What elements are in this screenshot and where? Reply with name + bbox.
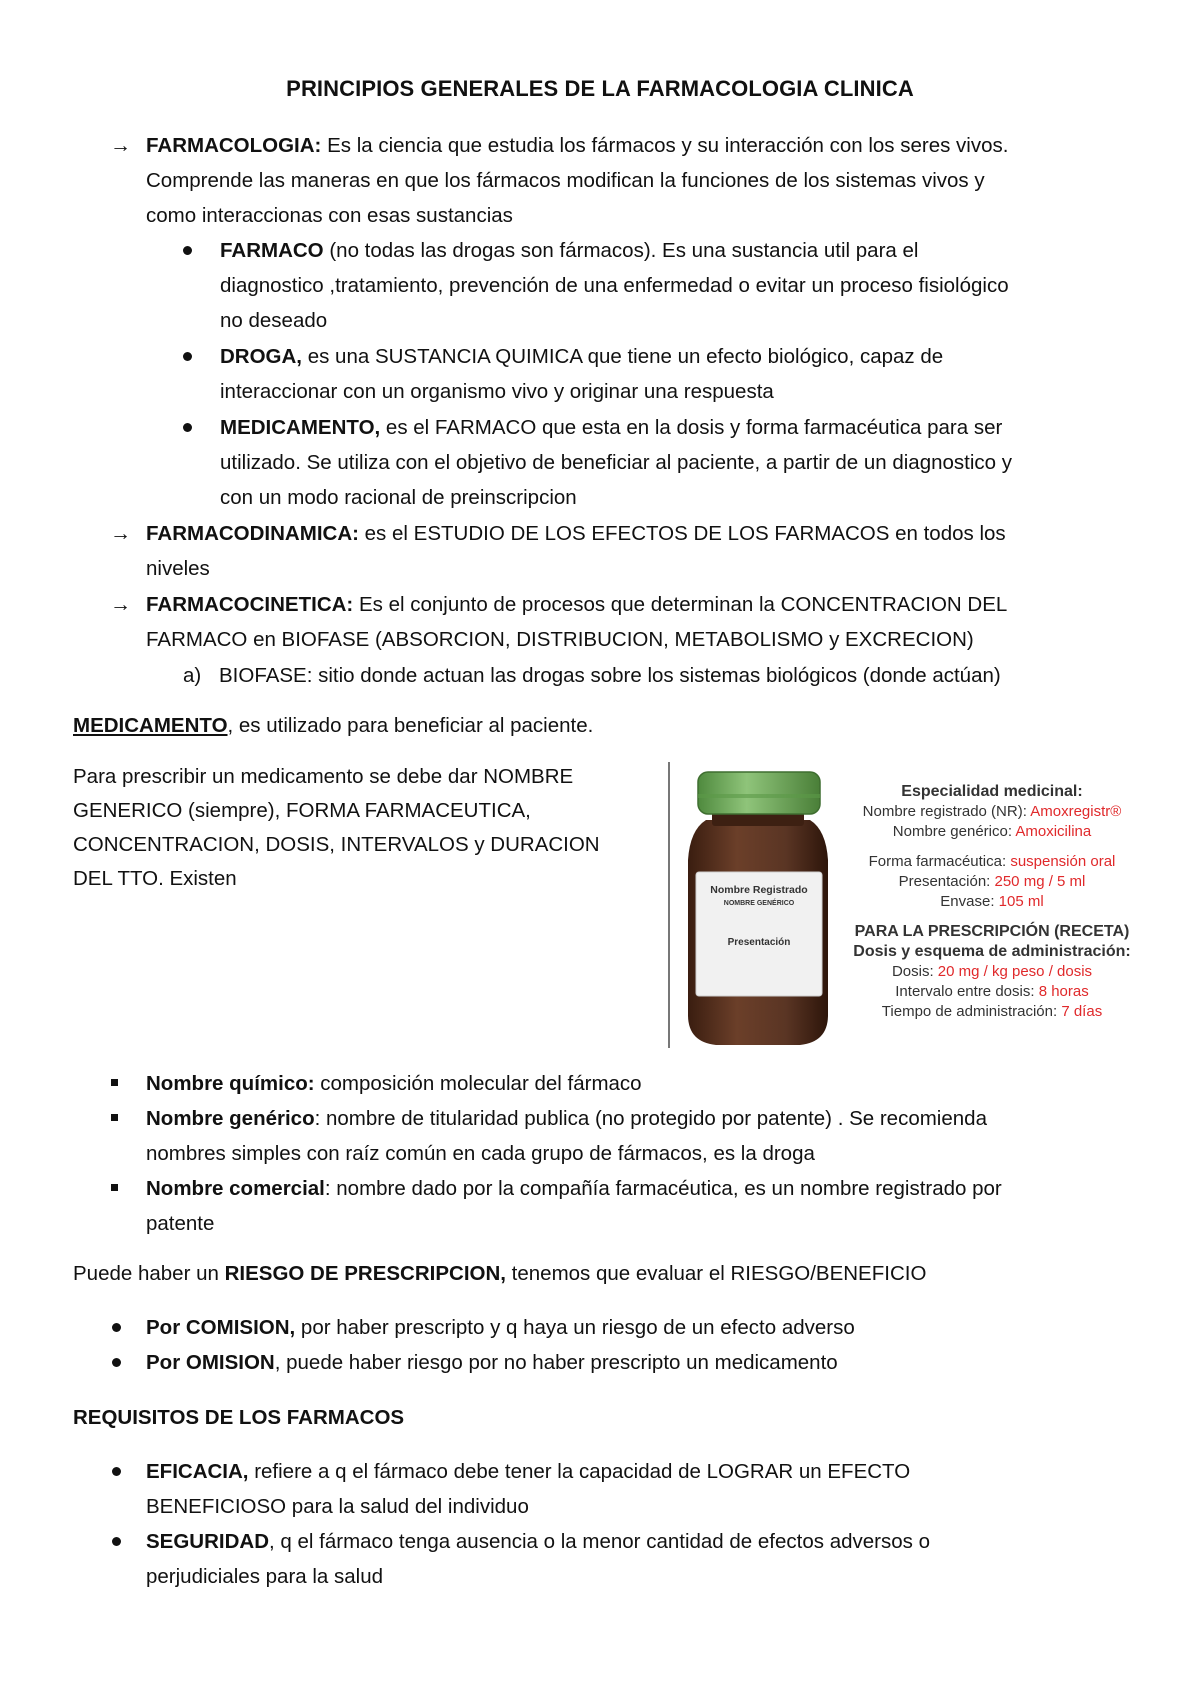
bullet-dot-icon — [183, 352, 192, 361]
omision-text: , puede haber riesgo por no haber prescripto un medicamento — [274, 1351, 838, 1374]
seguridad-line-1: , q el fármaco tenga ausencia o la menor cantidad de efectos adversos o — [269, 1530, 930, 1553]
medicamento-paragraph-text: , es utilizado para beneficiar al paciente. — [227, 714, 594, 737]
square-bullet-icon — [111, 1184, 118, 1191]
farmacocinetica-line-1: Es el conjunto de procesos que determinan la CONCENTRACION DEL — [353, 593, 1008, 616]
dosis-title: Dosis y esquema de administración: — [853, 943, 1131, 960]
jar-label — [696, 872, 822, 996]
square-bullet-icon — [111, 1114, 118, 1121]
riesgo-paragraph — [73, 1256, 1133, 1291]
spec-tiempo: Tiempo de administración: 7 días — [881, 1003, 1103, 1020]
spec-forma-value: suspensión oral — [1010, 853, 1116, 870]
droga-line-1: es una SUSTANCIA QUIMICA que tiene un efecto biológico, capaz de — [302, 345, 944, 368]
farmaco-line-1: (no todas las drogas son fármacos). Es una sustancia util para el — [323, 239, 919, 262]
bullet-dot-icon — [112, 1323, 121, 1332]
spec-generico: Nombre genérico: Amoxicilina — [892, 823, 1092, 840]
prescribir-line-3: CONCENTRACION, DOSIS, INTERVALOS y DURACION — [73, 833, 600, 856]
bullet-dot-icon — [183, 246, 192, 255]
eficacia-term: EFICACIA, — [146, 1460, 249, 1483]
jar-label-registrado: Nombre Registrado — [710, 884, 808, 896]
farmacodinamica-item — [110, 516, 1130, 586]
spec-nr-value: Amoxregistr® — [1030, 803, 1122, 820]
medicamento-paragraph — [73, 708, 1133, 743]
spec-presentacion: Presentación: 250 mg / 5 ml — [898, 873, 1086, 890]
figure-divider — [668, 762, 670, 1048]
nombre-comercial-line-2: patente — [146, 1212, 215, 1235]
bullet-dot-icon — [112, 1467, 121, 1476]
farmacologia-item — [110, 128, 1130, 233]
arrow-icon: → — [110, 134, 131, 157]
farmaco-line-2: diagnostico ,tratamiento, prevención de una enfermedad o evitar un proceso fisiológico — [220, 274, 1009, 297]
farmacocinetica-item — [110, 587, 1130, 657]
nombre-comercial-item — [108, 1171, 1138, 1241]
spec-title: Especialidad medicinal: — [901, 783, 1083, 800]
farmacologia-line-3: como interaccionas con esas sustancias — [146, 204, 513, 227]
arrow-icon: → — [110, 593, 131, 616]
droga-item — [178, 339, 1138, 409]
eficacia-line-2: BENEFICIOSO para la salud del individuo — [146, 1495, 529, 1518]
prescribir-line-2: GENERICO (siempre), FORMA FARMACEUTICA, — [73, 799, 531, 822]
spec-tiempo-value: 7 días — [1061, 1003, 1103, 1020]
riesgo-comision-item — [108, 1310, 1138, 1345]
spec-presentacion-value: 250 mg / 5 ml — [994, 873, 1086, 890]
biofase-marker: a) — [183, 664, 202, 687]
comision-text: por haber prescripto y q haya un riesgo de un efecto adverso — [295, 1316, 855, 1339]
farmacodinamica-line-2: niveles — [146, 557, 210, 580]
spec-generico-value: Amoxicilina — [1015, 823, 1092, 840]
square-bullet-icon — [111, 1079, 118, 1086]
requisitos-heading — [73, 1400, 1133, 1435]
spec-panel — [842, 782, 1142, 1022]
farmacocinetica-line-2: FARMACO en BIOFASE (ABSORCION, DISTRIBUCION, METABOLISMO y EXCRECION) — [146, 628, 974, 651]
medicamento-item — [178, 410, 1138, 515]
spec-intervalo-value: 8 horas — [1038, 983, 1089, 1000]
prescribir-line-1: Para prescribir un medicamento se debe dar NOMBRE — [73, 765, 574, 788]
prescribir-line-4: DEL TTO. Existen — [73, 867, 237, 890]
medicamento-heading: MEDICAMENTO — [73, 714, 228, 737]
farmacologia-line-2: Comprende las maneras en que los fármacos modifican la funciones de los sistemas vivos y — [146, 169, 985, 192]
spec-envase-value: 105 ml — [998, 893, 1044, 910]
prescribir-paragraph — [73, 760, 663, 896]
arrow-icon: → — [110, 522, 131, 545]
medicamento-line-1: es el FARMACO que esta en la dosis y forma farmacéutica para ser — [380, 416, 1003, 439]
riesgo-post: tenemos que evaluar el RIESGO/BENEFICIO — [505, 1262, 927, 1285]
biofase-item — [183, 658, 1143, 693]
spec-nr: Nombre registrado (NR): Amoxregistr® — [862, 803, 1122, 820]
farmacodinamica-line-1: es el ESTUDIO DE LOS EFECTOS DE LOS FARMACOS en todos los — [358, 522, 1006, 545]
farmaco-item — [178, 233, 1138, 338]
nombre-generico-item — [108, 1101, 1138, 1171]
farmaco-term: FARMACO — [220, 239, 324, 262]
farmaco-line-3: no deseado — [220, 309, 328, 332]
seguridad-item — [108, 1524, 1138, 1594]
riesgo-pre: Puede haber un — [73, 1262, 225, 1285]
page-title: PRINCIPIOS GENERALES DE LA FARMACOLOGIA CLINICA — [286, 76, 914, 101]
nombre-quimico-text: composición molecular del fármaco — [314, 1072, 642, 1095]
nombre-comercial-term: Nombre comercial — [146, 1177, 325, 1200]
spec-envase: Envase: 105 ml — [940, 893, 1044, 910]
omision-term: Por OMISION — [146, 1351, 275, 1374]
nombre-quimico-item — [108, 1066, 1138, 1101]
spec-dosis: Dosis: 20 mg / kg peso / dosis — [891, 963, 1093, 980]
seguridad-term: SEGURIDAD — [146, 1530, 270, 1553]
medicamento-line-2: utilizado. Se utiliza con el objetivo de beneficiar al paciente, a partir de un diagnostico y — [220, 451, 1013, 474]
comision-term: Por COMISION, — [146, 1316, 296, 1339]
bullet-dot-icon — [112, 1537, 121, 1546]
farmacodinamica-term: FARMACODINAMICA: — [146, 522, 359, 545]
spec-intervalo: Intervalo entre dosis: 8 horas — [895, 983, 1089, 1000]
riesgo-term: RIESGO DE PRESCRIPCION, — [224, 1262, 506, 1285]
eficacia-item — [108, 1454, 1138, 1524]
nombre-quimico-term: Nombre químico: — [146, 1072, 315, 1095]
nombre-generico-line-2: nombres simples con raíz común en cada grupo de fármacos, es la droga — [146, 1142, 815, 1165]
medicamento-term: MEDICAMENTO, — [220, 416, 381, 439]
eficacia-line-1: refiere a q el fármaco debe tener la capacidad de LOGRAR un EFECTO — [248, 1460, 911, 1483]
spec-dosis-value: 20 mg / kg peso / dosis — [937, 963, 1093, 980]
nombre-generico-line-1: : nombre de titularidad publica (no protegido por patente) . Se recomienda — [314, 1107, 987, 1130]
seguridad-line-2: perjudiciales para la salud — [146, 1565, 384, 1588]
spec-forma: Forma farmacéutica: suspensión oral — [868, 853, 1116, 870]
prescription-figure — [672, 760, 1152, 1055]
farmacologia-line-1: Es la ciencia que estudia los fármacos y su interacción con los seres vivos. — [321, 134, 1009, 157]
farmacocinetica-term: FARMACOCINETICA: — [146, 593, 354, 616]
nombre-generico-term: Nombre genérico — [146, 1107, 315, 1130]
farmacologia-term: FARMACOLOGIA: — [146, 134, 322, 157]
riesgo-omision-item — [108, 1345, 1138, 1380]
nombre-comercial-line-1: : nombre dado por la compañía farmacéutica, es un nombre registrado por — [324, 1177, 1002, 1200]
biofase-text: BIOFASE: sitio donde actuan las drogas sobre los sistemas biológicos (donde actúan) — [219, 664, 1001, 687]
jar-label-generico: NOMBRE GENÉRICO — [723, 900, 795, 907]
receta-title: PARA LA PRESCRIPCIÓN (RECETA) — [854, 923, 1130, 940]
jar-label-presentacion: Presentación — [727, 937, 791, 948]
medicamento-line-3: con un modo racional de preinscripcion — [220, 486, 577, 509]
droga-term: DROGA, — [220, 345, 302, 368]
requisitos-title: REQUISITOS DE LOS FARMACOS — [73, 1406, 405, 1429]
bullet-dot-icon — [112, 1358, 121, 1367]
droga-line-2: interaccionar con un organismo vivo y originar una respuesta — [220, 380, 774, 403]
bullet-dot-icon — [183, 423, 192, 432]
